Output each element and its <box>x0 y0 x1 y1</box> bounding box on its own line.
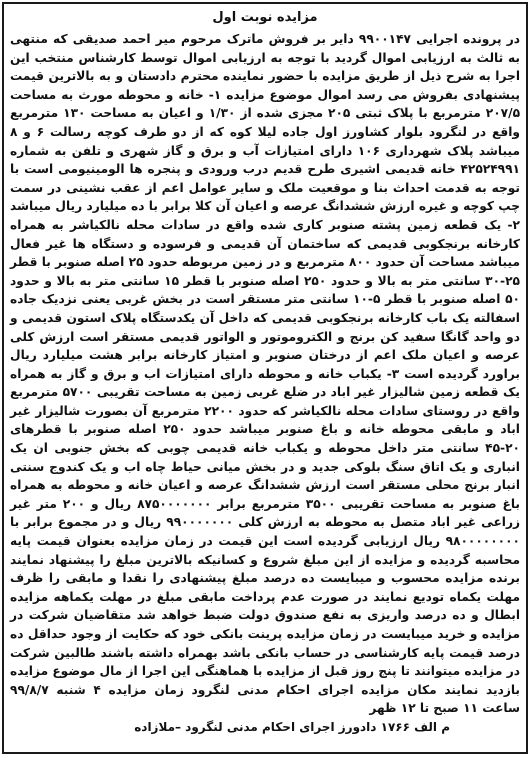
notice-title: مزایده نوبت اول <box>212 10 318 25</box>
notice-signature: م الف ۱۷۶۶ دادورز اجرای احکام مدنی لنگرود –ملازاده <box>134 719 450 734</box>
auction-notice <box>2 2 528 754</box>
notice-body: در پرونده اجرایی ۹۹۰۰۱۴۷ دایر بر فروش ماترک مرحوم میر احمد صدیقی که منتهی به ثالث به ارزیابی اموال گردید با توجه به ارزیابی اموال توسط کارشناس منتخب این اجرا به شرح ذیل از طریق مزایده با حضور نماینده محترم دادستان و به بالاترین قیمت پیشنهادی بفروش می رسد اموال موضوع مزایده ۱- خانه و محوطه مورث به مساحت ۲۰۷/۵ مترمربع با پلاک ثبتی ۲۰۵ مجزی شده از ۱/۳۰ و اعیان به مساحت ۱۳۰ مترمربع واقع در لنگرود بلوار کشاورز اول جاده لیلا کوه که از دو طرف کوچه رسالت ۶ و ۸ میباشد پلاک شهرداری ۱۰۶ دارای امتیازات آب و برق و گاز شهری و تلفن به شماره ۴۲۵۲۴۹۹۱ خانه قدیمی اشیری طرح قدیم درب ورودی و پنجره ها الومینیومی است با توجه به قدمت احداث بنا و موقعیت ملک و سایر عوامل اعم از عقب نشینی در سمت چپ کوچه و غیره ارزش ششدانگ عرصه و اعیان آن کلا برابر با ده میلیارد ریال میباشد ۲- یک قطعه زمین پشته صنوبر کاری شده واقع در سادات محله نالکیاشر به همراه کارخانه برنجکوبی قدیمی که ساختمان آن قدیمی و فرسوده و دستگاه ها غیر فعال میباشد مساحت آن حدود ۸۰۰ مترمربع و در زمین مربوطه حدود ۲۵ اصله صنوبر با قطر ۲۵-۳۰ سانتی متر به بالا و حدود ۲۵۰ اصله صنوبر با قطر ۱۵ سانتی متر به بالا و حدود ۵۰ اصله صنوبر با قطر ۵-۱۰ سانتی متر مستقر است در بخش غربی یعنی نزدیک جاده اسفالته یک باب کارخانه برنجکوبی قدیمی که داخل آن یکدستگاه پلاک استون قدیمی و دو واحد گانگا سفید کن برنج و الکتروموتور و الواتور قدیمی مستقر است ارزش کلی عرصه و اعیان ملک اعم از درختان صنوبر و امتیاز کارخانه برابر هشت میلیارد ریال براورد گردیده است ۳- یکباب خانه و محوطه دارای امتیازات اب و برق و گاز به همراه یک قطعه زمین شالیزار غیر اباد در ضلع غربی زمین به مساحت تقریبی ۵۷۰۰ مترمربع واقع در روستای سادات محله نالکیاشر که حدود ۲۲۰۰ مترمربع آن بصورت شالیزار غیر اباد و مابقی محوطه خانه و باغ صنوبر میباشد حدود ۲۵۰ اصله صنوبر با قطرهای ۲۰-۴۵ سانتی متر داخل محوطه و یکباب خانه قدیمی چوبی که بخش جنوبی ان یک انباری و یک اتاق سنگ بلوکی جدید و در بخش میانی حیاط چاه اب و یک کندوج سنتی انبار برنج محلی مستقر است ارزش ششدانگ عرصه و اعیان خانه و محوطه به همراه باغ صنوبر به مساحت تقریبی ۳۵۰۰ مترمربع برابر ۸۷۵۰۰۰۰۰۰۰ ریال و ۲۰۰ متر غیر زراعی غیر اباد متصل به محوطه به ارزش کلی ۹۹۰۰۰۰۰۰۰ ریال و در مجموع برابر با ۹۸۰۰۰۰۰۰۰۰ ریال ارزیابی گردیده است این قیمت در زمان مزایده بعنوان قیمت پایه محاسبه گردیده و مزایده از این مبلغ شروع و کسانیکه بالاترین مبلغ را پیشنهاد نمایند برنده مزایده محسوب و میبایست ده درصد مبلغ پیشنهادی را نقدا و مابقی را ظرف مهلت یکماه تودیع نمایند در صورت عدم پرداخت مابقی مبلغ در مهلت یکماهه مزایده ابطال و ده درصد واریزی به نفع صندوق دولت ضبط خواهد شد متقاضیان شرکت در مزایده و خرید میبایست در زمان مزایده پرینت بانکی خود که حکایت از وجود حداقل ده درصد قیمت پایه کارشناسی در حساب بانکی باشد بهمراه داشته باشند طالبین شرکت در مزایده میتوانند تا پنج روز قبل از مزایده با هماهنگی این اجرا از مال موضوع مزایده بازدید نمایند مکان مزایده اجرای احکام مدنی لنگرود زمان مزایده ۴ شنبه ۹۹/۸/۷ ساعت ۱۱ صبح تا ۱۲ ظهر <box>10 32 521 716</box>
